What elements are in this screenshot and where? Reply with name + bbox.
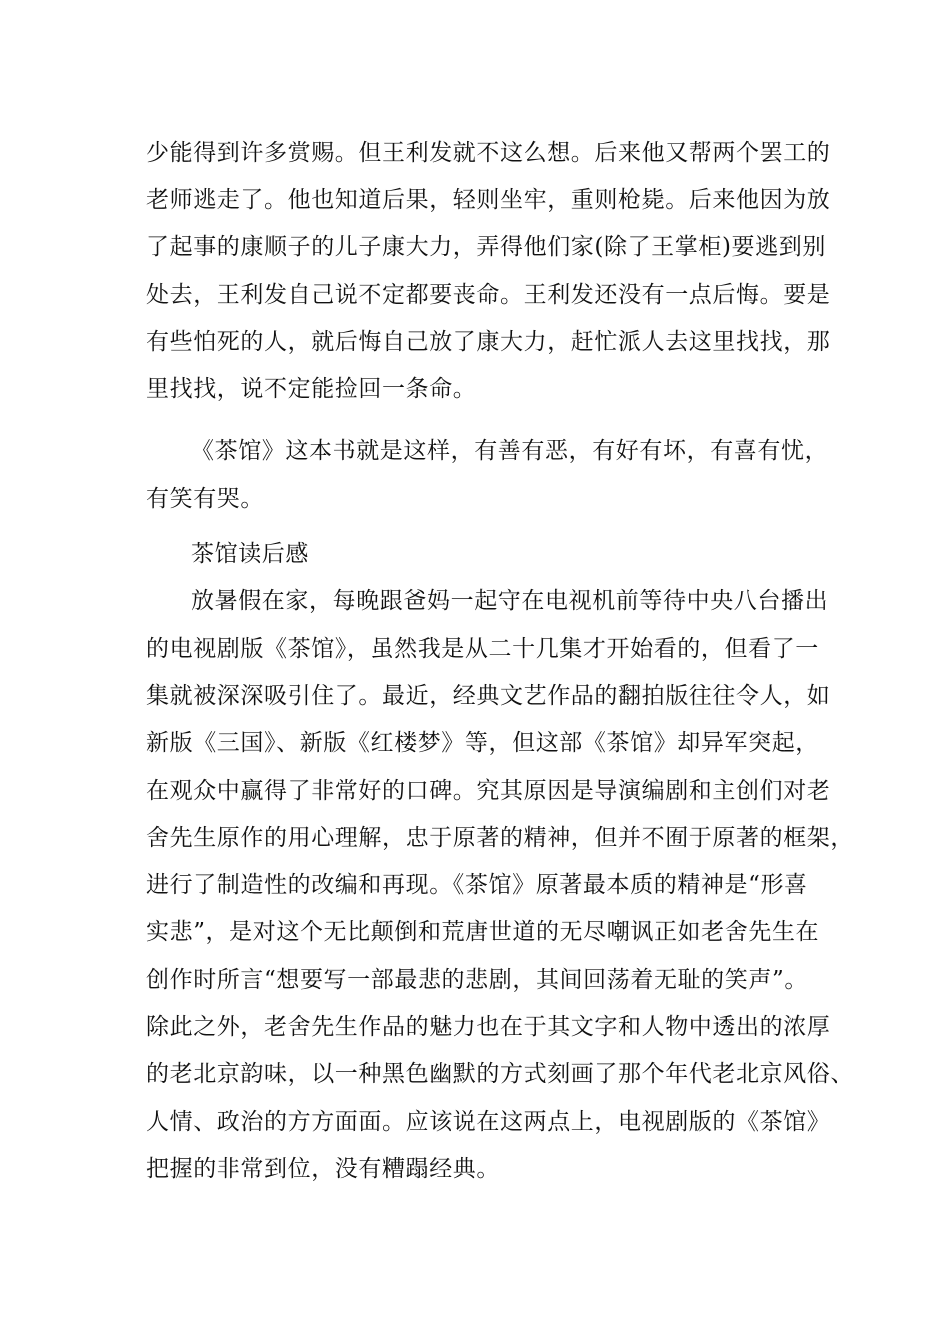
text-line: 有些怕死的人，就后悔自己放了康大力，赶忙派人去这里找找，那 [146, 329, 831, 355]
section-heading: 茶馆读后感 [191, 541, 309, 567]
text-line: 有笑有哭。 [146, 486, 264, 512]
text-line: 舍先生原作的用心理解，忠于原著的精神，但并不囿于原著的框架， [146, 825, 854, 851]
text-line: 《茶馆》这本书就是这样，有善有恶，有好有坏，有喜有忧， [191, 438, 829, 464]
text-line: 进行了制造性的改编和再现。《茶馆》原著最本质的精神是“形喜 [146, 872, 808, 898]
text-line: 把握的非常到位，没有糟蹋经典。 [146, 1156, 500, 1182]
text-line: 老师逃走了。他也知道后果，轻则坐牢，重则枪毙。后来他因为放 [146, 187, 831, 213]
text-line: 的电视剧版《茶馆》，虽然我是从二十几集才开始看的，但看了一 [146, 636, 819, 662]
text-line: 实悲”，是对这个无比颠倒和荒唐世道的无尽嘲讽正如老舍先生在 [146, 919, 820, 945]
text-line: 集就被深深吸引住了。最近，经典文艺作品的翻拍版往往令人，如 [146, 683, 831, 709]
text-line: 新版《三国》、新版《红楼梦》等，但这部《茶馆》却异军突起， [146, 730, 819, 756]
text-line: 的老北京韵味，以一种黑色幽默的方式刻画了那个年代老北京风俗、 [146, 1061, 854, 1087]
text-line: 创作时所言“想要写一部最悲的悲剧，其间回荡着无耻的笑声”。 [146, 967, 808, 993]
text-line: 少能得到许多赏赐。但王利发就不这么想。后来他又帮两个罢工的 [146, 140, 831, 166]
text-line: 了起事的康顺子的儿子康大力，弄得他们家(除了王掌柜)要逃到别 [146, 234, 826, 260]
text-line: 在观众中赢得了非常好的口碑。究其原因是导演编剧和主创们对老 [146, 778, 831, 804]
text-line: 除此之外，老舍先生作品的魅力也在于其文字和人物中透出的浓厚 [146, 1014, 831, 1040]
text-line: 人情、政治的方方面面。应该说在这两点上，电视剧版的《茶馆》 [146, 1109, 831, 1135]
text-line: 处去，王利发自己说不定都要丧命。王利发还没有一点后悔。要是 [146, 282, 831, 308]
text-line: 放暑假在家，每晚跟爸妈一起守在电视机前等待中央八台播出 [191, 588, 829, 614]
text-line: 里找找，说不定能捡回一条命。 [146, 376, 477, 402]
